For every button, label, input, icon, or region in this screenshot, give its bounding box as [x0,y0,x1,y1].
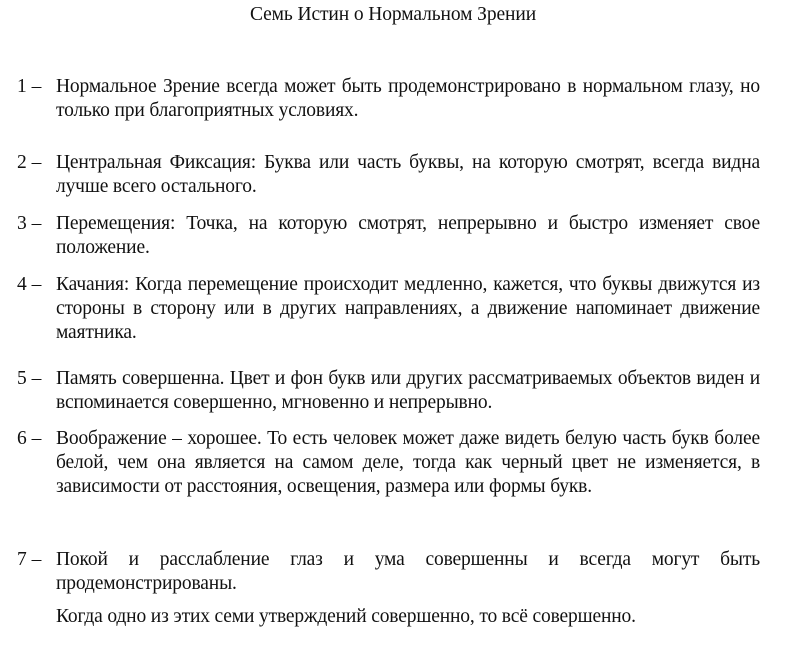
item-text: Центральная Фиксация: Буква или часть буквы, на которую смотрят, всегда видна лучше всего остального. [56,152,760,197]
item-text: Память совершенна. Цвет и фон букв или других рассматриваемых объектов виден и вспоминается совершенно, мгновенно и непрерывно. [56,368,760,413]
item-text: Воображение – хорошее. То есть человек может даже видеть белую часть букв более белой, чем она является на самом деле, тогда как черный цвет не изменяется, в зависимости от расстояния, освещения, размера или формы букв. [56,428,760,497]
item-number: 3 – [17,213,42,234]
item-number: 4 – [17,274,42,295]
item-text: Качания: Когда перемещение происходит медленно, кажется, что буквы движутся из стороны в сторону или в других направлениях, а движение напоминает движение маятника. [56,274,760,343]
document-title: Семь Истин о Нормальном Зрении [249,4,537,25]
item-text: Перемещения: Точка, на которую смотрят, непрерывно и быстро изменяет свое положение. [56,213,760,258]
item-number: 1 – [17,76,42,97]
item-number: 6 – [17,428,42,449]
closing-statement: Когда одно из этих семи утверждений совершенно, то всё совершенно. [56,606,636,627]
item-number: 5 – [17,368,42,389]
item-text: Нормальное Зрение всегда может быть продемонстрировано в нормальном глазу, но только при благоприятных условиях. [56,76,760,121]
item-text: Покой и расслабление глаз и ума совершенны и всегда могут быть продемонстрированы. [56,549,760,594]
item-number: 2 – [17,152,42,173]
item-number: 7 – [17,549,42,570]
